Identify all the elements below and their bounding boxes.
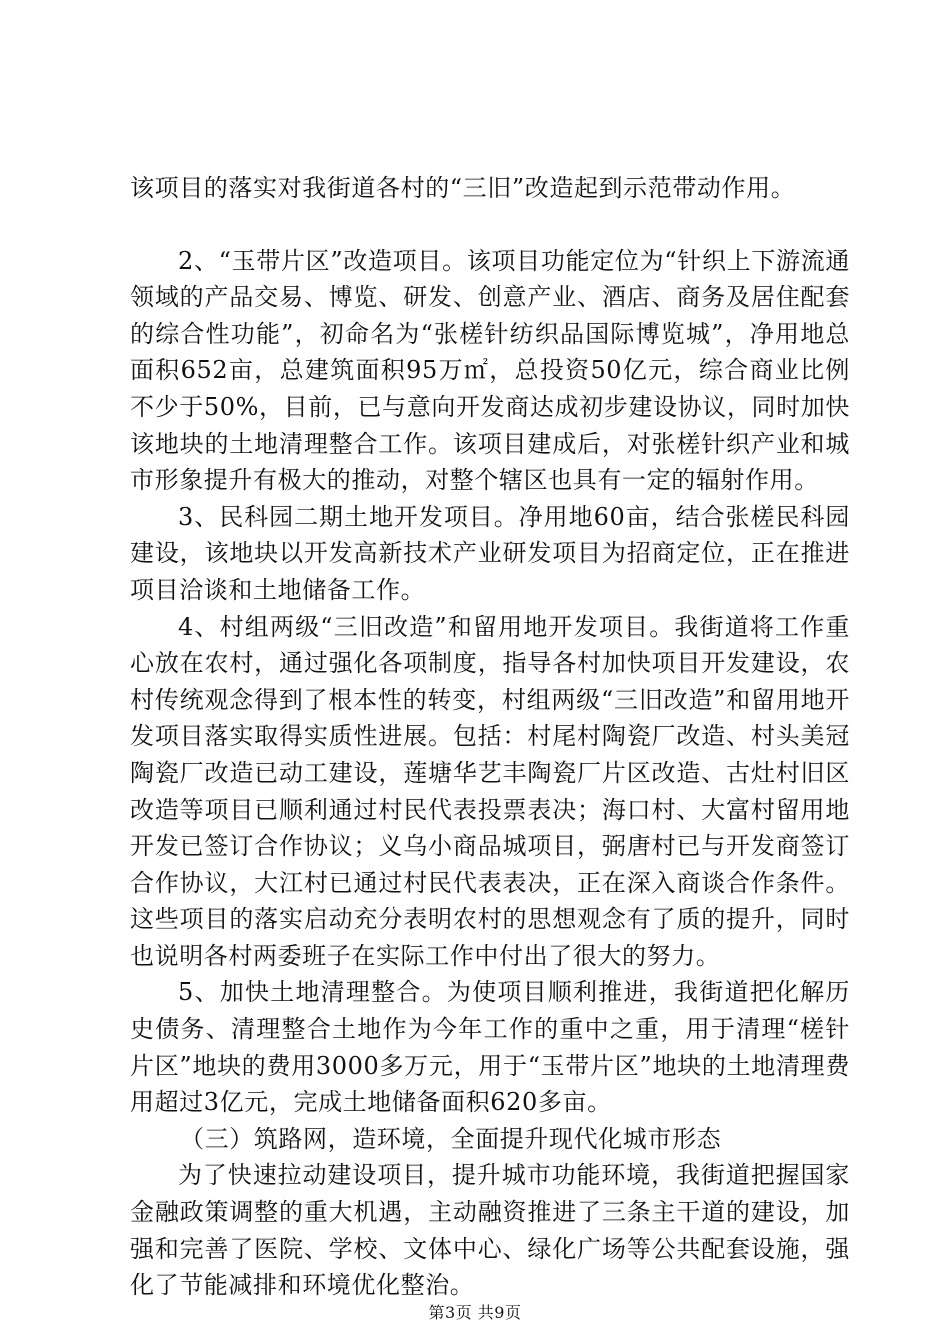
paragraph-item-2: 2、“玉带片区”改造项目。该项目功能定位为“针织上下游流通领域的产品交易、博览、研发、创意产业、酒店、商务及居住配套的综合性功能”，初命名为“张槎针纺织品国际博览城”，净用地总面积652亩，总建筑面积95万㎡，总投资50亿元，综合商业比例不少于50%，目前，已与意向开发商达成初步建设协议，同时加快该地块的土地清理整合工作。该项目建成后，对张槎针织产业和城市形象提升有极大的推动，对整个辖区也具有一定的辐射作用。 [130, 246, 850, 495]
paragraph-item-4: 4、村组两级“三旧改造”和留用地开发项目。我街道将工作重心放在农村，通过强化各项制度，指导各村加快项目开发建设，农村传统观念得到了根本性的转变，村组两级“三旧改造”和留用地开发项目落实取得实质性进展。包括：村尾村陶瓷厂改造、村头美冠陶瓷厂改造已动工建设，莲塘华艺丰陶瓷厂片区改造、古灶村旧区改造等项目已顺利通过村民代表投票表决；海口村、大富村留用地开发已签订合作协议；义乌小商品城项目，弼唐村已与开发商签订合作协议，大江村已通过村民代表表决，正在深入商谈合作条件。这些项目的落实启动充分表明农村的思想观念有了质的提升，同时也说明各村两委班子在实际工作中付出了很大的努力。 [130, 612, 850, 970]
page-footer: 第3页 共9页 [428, 1303, 522, 1322]
paragraph-item-3: 3、民科园二期土地开发项目。净用地60亩，结合张槎民科园建设，该地块以开发高新技术产业研发项目为招商定位，正在推进项目洽谈和土地储备工作。 [130, 502, 850, 604]
paragraph-gap [130, 207, 850, 243]
paragraph-continuation: 该项目的落实对我街道各村的“三旧”改造起到示范带动作用。 [130, 174, 796, 202]
paragraph-item-5: 5、加快土地清理整合。为使项目顺利推进，我街道把化解历史债务、清理整合土地作为今年工作的重中之重，用于清理“槎针片区”地块的费用3000多万元，用于“玉带片区”地块的土地清理费用超过3亿元，完成土地储备面积620多亩。 [130, 978, 850, 1117]
paragraph-section-body: 为了快速拉动建设项目，提升城市功能环境，我街道把握国家金融政策调整的重大机遇，主动融资推进了三条主干道的建设，加强和完善了医院、学校、文体中心、绿化广场等公共配套设施，强化了节能减排和环境优化整治。 [130, 1161, 850, 1300]
document-body [130, 170, 850, 1304]
section-heading: （三）筑路网，造环境，全面提升现代化城市形态 [180, 1124, 722, 1153]
